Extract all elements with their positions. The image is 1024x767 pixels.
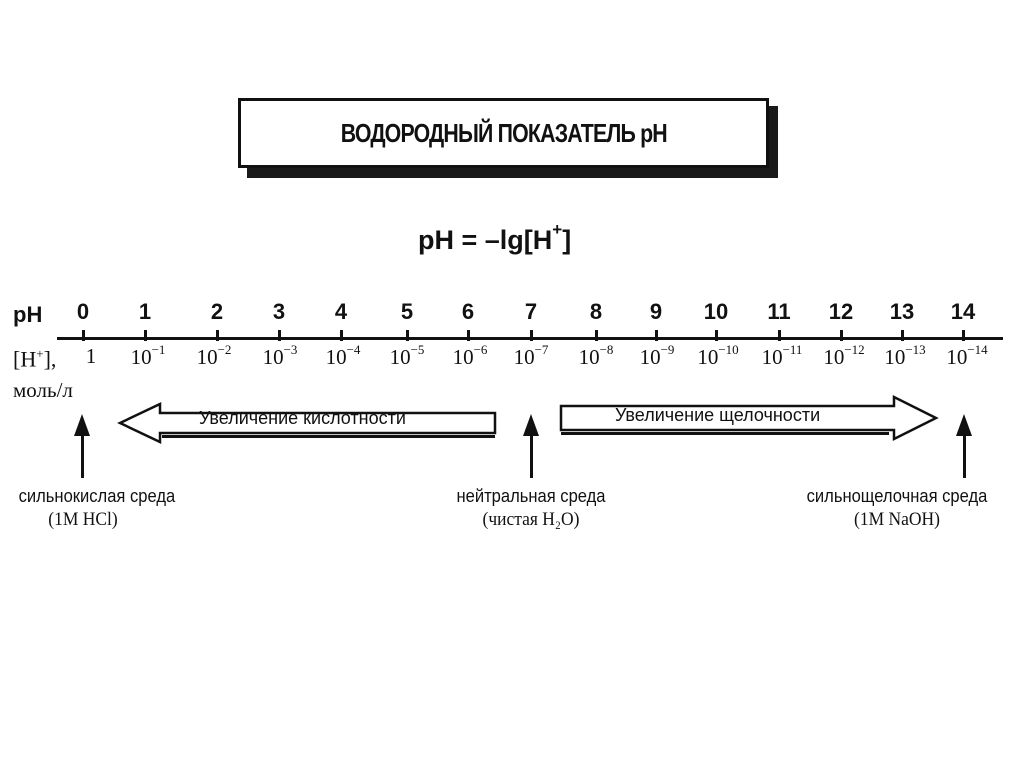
ph-formula <box>418 220 572 256</box>
neutral-medium-name: нейтральная среда <box>456 486 606 506</box>
axis-tick <box>278 330 281 341</box>
h-concentration-label <box>932 344 1002 370</box>
ph-tick-label: 8 <box>589 299 603 324</box>
strong-acid-medium-name: сильнокислая среда <box>18 486 176 506</box>
h-concentration-base: 10 <box>578 345 600 369</box>
axis-tick <box>595 330 598 341</box>
axis-tick <box>530 330 533 341</box>
h-concentration-label <box>245 344 315 370</box>
axis-tick <box>962 330 965 341</box>
h-concentration-label <box>561 344 631 370</box>
h-concentration-exponent: −3 <box>283 342 298 357</box>
h-concentration-exponent: −12 <box>844 342 865 357</box>
base-arrow-label: Увеличение щелочности <box>615 405 821 425</box>
h-concentration-base: 10 <box>513 345 535 369</box>
ph-tick-label: 10 <box>703 299 729 324</box>
ph-tick-label: 9 <box>649 299 663 324</box>
h-concentration-label <box>747 344 817 370</box>
h-concentration-base: 10 <box>262 345 284 369</box>
axis-tick <box>715 330 718 341</box>
h-concentration-label <box>113 344 183 370</box>
base-up-arrow-shaft <box>963 434 966 478</box>
strong-base-medium <box>801 484 992 532</box>
h-concentration-exponent: −7 <box>534 342 549 357</box>
h-concentration-label: 1 <box>85 344 97 368</box>
h-concentration-exponent: −8 <box>599 342 614 357</box>
base-up-arrow-head-icon <box>956 414 972 436</box>
h-concentration-base: 10 <box>130 345 152 369</box>
neutral-medium-example: (чистая H₂O) <box>482 509 580 530</box>
h-concentration-exponent: −6 <box>473 342 488 357</box>
h-concentration-exponent: −13 <box>905 342 926 357</box>
h-concentration-exponent: −9 <box>660 342 675 357</box>
ph-tick-label: 6 <box>461 299 475 324</box>
h-concentration-base: 10 <box>639 345 661 369</box>
h-concentration-label <box>496 344 566 370</box>
neutral-medium <box>453 484 609 532</box>
ph-tick-label: 7 <box>524 299 538 324</box>
h-concentration-exponent: −11 <box>782 342 803 357</box>
h-axis-label-base: [H <box>13 346 37 372</box>
h-concentration-base: 10 <box>389 345 411 369</box>
page-title: ВОДОРОДНЫЙ ПОКАЗАТЕЛЬ pH <box>340 117 667 148</box>
acid-up-arrow-head-icon <box>74 414 90 436</box>
h-concentration-base: 10 <box>452 345 474 369</box>
ph-tick-label: 12 <box>828 299 854 324</box>
h-concentration-exponent: −2 <box>217 342 232 357</box>
h-axis-label-sup: + <box>36 346 44 361</box>
h-concentration-exponent: −4 <box>346 342 361 357</box>
formula-rhs: ] <box>562 225 572 255</box>
ph-tick-label: 14 <box>950 299 976 324</box>
title-box <box>238 98 769 168</box>
h-concentration-base: 10 <box>196 345 218 369</box>
h-concentration-base: 10 <box>325 345 347 369</box>
strong-acid-medium-example: (1M HCl) <box>48 509 118 530</box>
ph-tick-label: 11 <box>767 299 791 324</box>
strong-acid-medium <box>18 484 176 532</box>
formula-sup: + <box>552 220 563 239</box>
h-concentration-label <box>809 344 879 370</box>
axis-tick <box>778 330 781 341</box>
h-concentration-label <box>435 344 505 370</box>
acid-up-arrow-shaft <box>81 434 84 478</box>
h-concentration-base: 10 <box>823 345 845 369</box>
axis-tick <box>144 330 147 341</box>
ph-tick-label: 3 <box>272 299 286 324</box>
axis-tick <box>216 330 219 341</box>
axis-tick <box>340 330 343 341</box>
h-concentration-exponent: −5 <box>410 342 425 357</box>
neutral-up-arrow-head-icon <box>523 414 539 436</box>
h-concentration-exponent: −1 <box>151 342 166 357</box>
h-concentration-base: 10 <box>946 345 968 369</box>
ph-tick-label: 13 <box>889 299 915 324</box>
formula-lhs: pH = –lg[H <box>418 225 553 255</box>
ph-tick-label: 5 <box>400 299 414 324</box>
ph-tick-label: 4 <box>334 299 348 324</box>
h-concentration-base: 10 <box>697 345 719 369</box>
ph-axis-label: pH <box>13 302 43 327</box>
axis-tick <box>840 330 843 341</box>
axis-tick <box>406 330 409 341</box>
h-concentration-exponent: −14 <box>967 342 988 357</box>
units-label: моль/л <box>13 378 73 402</box>
strong-base-medium-example: (1M NaOH) <box>854 509 940 530</box>
h-concentration-exponent: −10 <box>718 342 739 357</box>
h-concentration-label <box>683 344 753 370</box>
axis-tick <box>901 330 904 341</box>
h-concentration-label <box>870 344 940 370</box>
h-concentration-base: 10 <box>761 345 783 369</box>
acid-arrow-label: Увеличение кислотности <box>199 408 406 428</box>
h-concentration-label <box>372 344 442 370</box>
axis-tick <box>467 330 470 341</box>
h-axis-label-tail: ], <box>43 346 57 372</box>
h-concentration-base: 10 <box>884 345 906 369</box>
ph-tick-label: 2 <box>210 299 224 324</box>
h-concentration-label <box>308 344 378 370</box>
axis-tick <box>82 330 85 341</box>
strong-base-medium-name: сильнощелочная среда <box>806 486 988 506</box>
h-concentration-label <box>179 344 249 370</box>
h-concentration-label <box>622 344 692 370</box>
neutral-up-arrow-shaft <box>530 434 533 478</box>
ph-tick-label: 1 <box>138 299 152 324</box>
axis-tick <box>655 330 658 341</box>
ph-tick-label: 0 <box>76 299 90 324</box>
h-axis-label <box>13 346 56 372</box>
